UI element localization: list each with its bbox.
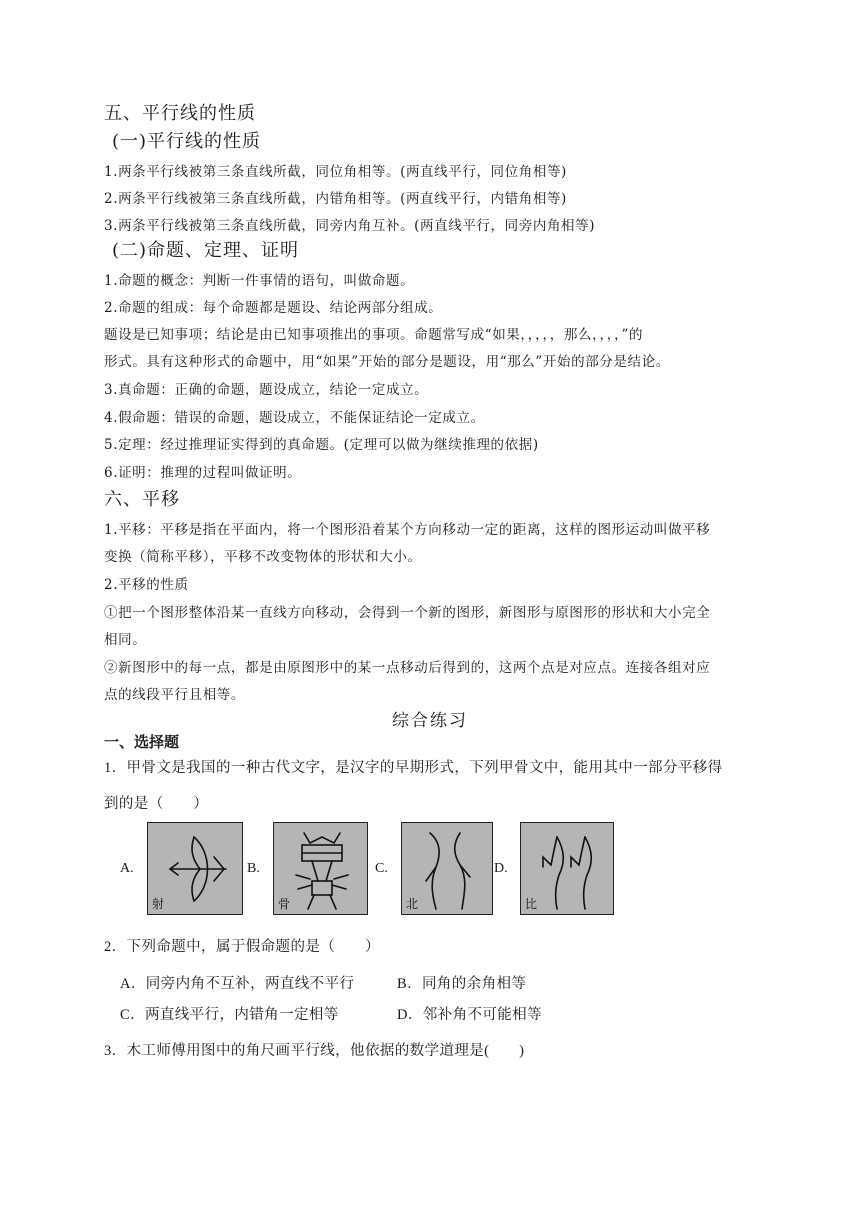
question-2-option-c: C．两直线平行，内错角一定相等	[120, 1007, 339, 1023]
oracle-bone-caption-a: 射	[152, 897, 165, 911]
property-item-3: 3.两条平行线被第三条直线所截，同旁内角互补。(两直线平行，同旁内角相等)	[104, 218, 596, 234]
oracle-bone-figure-she	[147, 822, 243, 915]
proposition-item-4: 4.假命题：错误的命题，题设成立，不能保证结论一定成立。	[104, 410, 485, 426]
practice-title: 综合练习	[392, 711, 468, 731]
question-3-stem: 3．木工师傅用图中的角尺画平行线，他依据的数学道理是( )	[104, 1043, 525, 1059]
part-1-title: 一、选择题	[104, 733, 180, 751]
question-1-line1: 1．甲骨文是我国的一种古代文字，是汉字的早期形式，下列甲骨文中，能用其中一部分平移得	[104, 760, 723, 776]
oracle-bone-figure-gu	[273, 822, 368, 915]
option-b-letter: B.	[247, 861, 260, 876]
subsection-1-title: (一)平行线的性质	[112, 131, 262, 152]
proposition-item-2: 2.命题的组成：每个命题都是题设、结论两部分组成。	[104, 300, 443, 316]
property-item-1: 1.两条平行线被第三条直线所截，同位角相等。(两直线平行，同位角相等)	[104, 164, 567, 180]
question-2-option-b: B．同角的余角相等	[397, 976, 527, 992]
proposition-item-2-detail-line2: 形式。具有这种形式的命题中，用“如果”开始的部分是题设，用“那么”开始的部分是结论。	[104, 354, 670, 370]
question-1-line2: 到的是（ ）	[104, 796, 209, 812]
oracle-bone-caption-c: 北	[406, 897, 419, 911]
translation-item-1-line1: 1.平移：平移是指在平面内，将一个图形沿着某个方向移动一定的距离，这样的图形运动叫做平移	[104, 522, 711, 538]
option-a-letter: A.	[120, 861, 134, 876]
proposition-item-6: 6.证明：推理的过程叫做证明。	[104, 465, 302, 481]
property-item-2: 2.两条平行线被第三条直线所截，内错角相等。(两直线平行，内错角相等)	[104, 191, 567, 207]
section-5-title: 五、平行线的性质	[104, 103, 256, 124]
translation-property-1-line1: ①把一个图形整体沿某一直线方向移动，会得到一个新的图形，新图形与原图形的形状和大小完全	[104, 605, 711, 621]
translation-property-1-line2: 相同。	[104, 632, 147, 648]
oracle-bone-caption-b: 骨	[278, 897, 291, 911]
question-2-option-a: A．同旁内角不互补，两直线不平行	[120, 976, 355, 992]
subsection-2-title: (二)命题、定理、证明	[112, 240, 300, 261]
option-d-letter: D.	[494, 861, 508, 876]
proposition-item-5: 5.定理：经过推理证实得到的真命题。(定理可以做为继续推理的依据)	[104, 437, 539, 453]
translation-item-1-line2: 变换（简称平移），平移不改变物体的形状和大小。	[104, 549, 422, 565]
translation-property-2-line1: ②新图形中的每一点，都是由原图形中的某一点移动后得到的，这两个点是对应点。连接各组对应	[104, 660, 711, 676]
oracle-bone-caption-d: 比	[525, 897, 538, 911]
section-6-title: 六、平移	[104, 489, 180, 510]
translation-item-2: 2.平移的性质	[104, 577, 189, 593]
proposition-item-2-detail-line1: 题设是已知事项；结论是由已知事项推出的事项。命题常写成“如果，，，，，那么，，，，”的	[104, 327, 644, 343]
proposition-item-1: 1.命题的概念：判断一件事情的语句，叫做命题。	[104, 273, 415, 289]
oracle-bone-figure-bei	[401, 822, 493, 915]
question-2-stem: 2．下列命题中，属于假命题的是（ ）	[104, 939, 380, 955]
translation-property-2-line2: 点的线段平行且相等。	[104, 687, 245, 703]
question-2-option-d: D．邻补角不可能相等	[397, 1007, 542, 1023]
oracle-bone-figure-bi	[520, 822, 614, 915]
option-c-letter: C.	[375, 861, 388, 876]
proposition-item-3: 3.真命题：正确的命题，题设成立，结论一定成立。	[104, 382, 429, 398]
